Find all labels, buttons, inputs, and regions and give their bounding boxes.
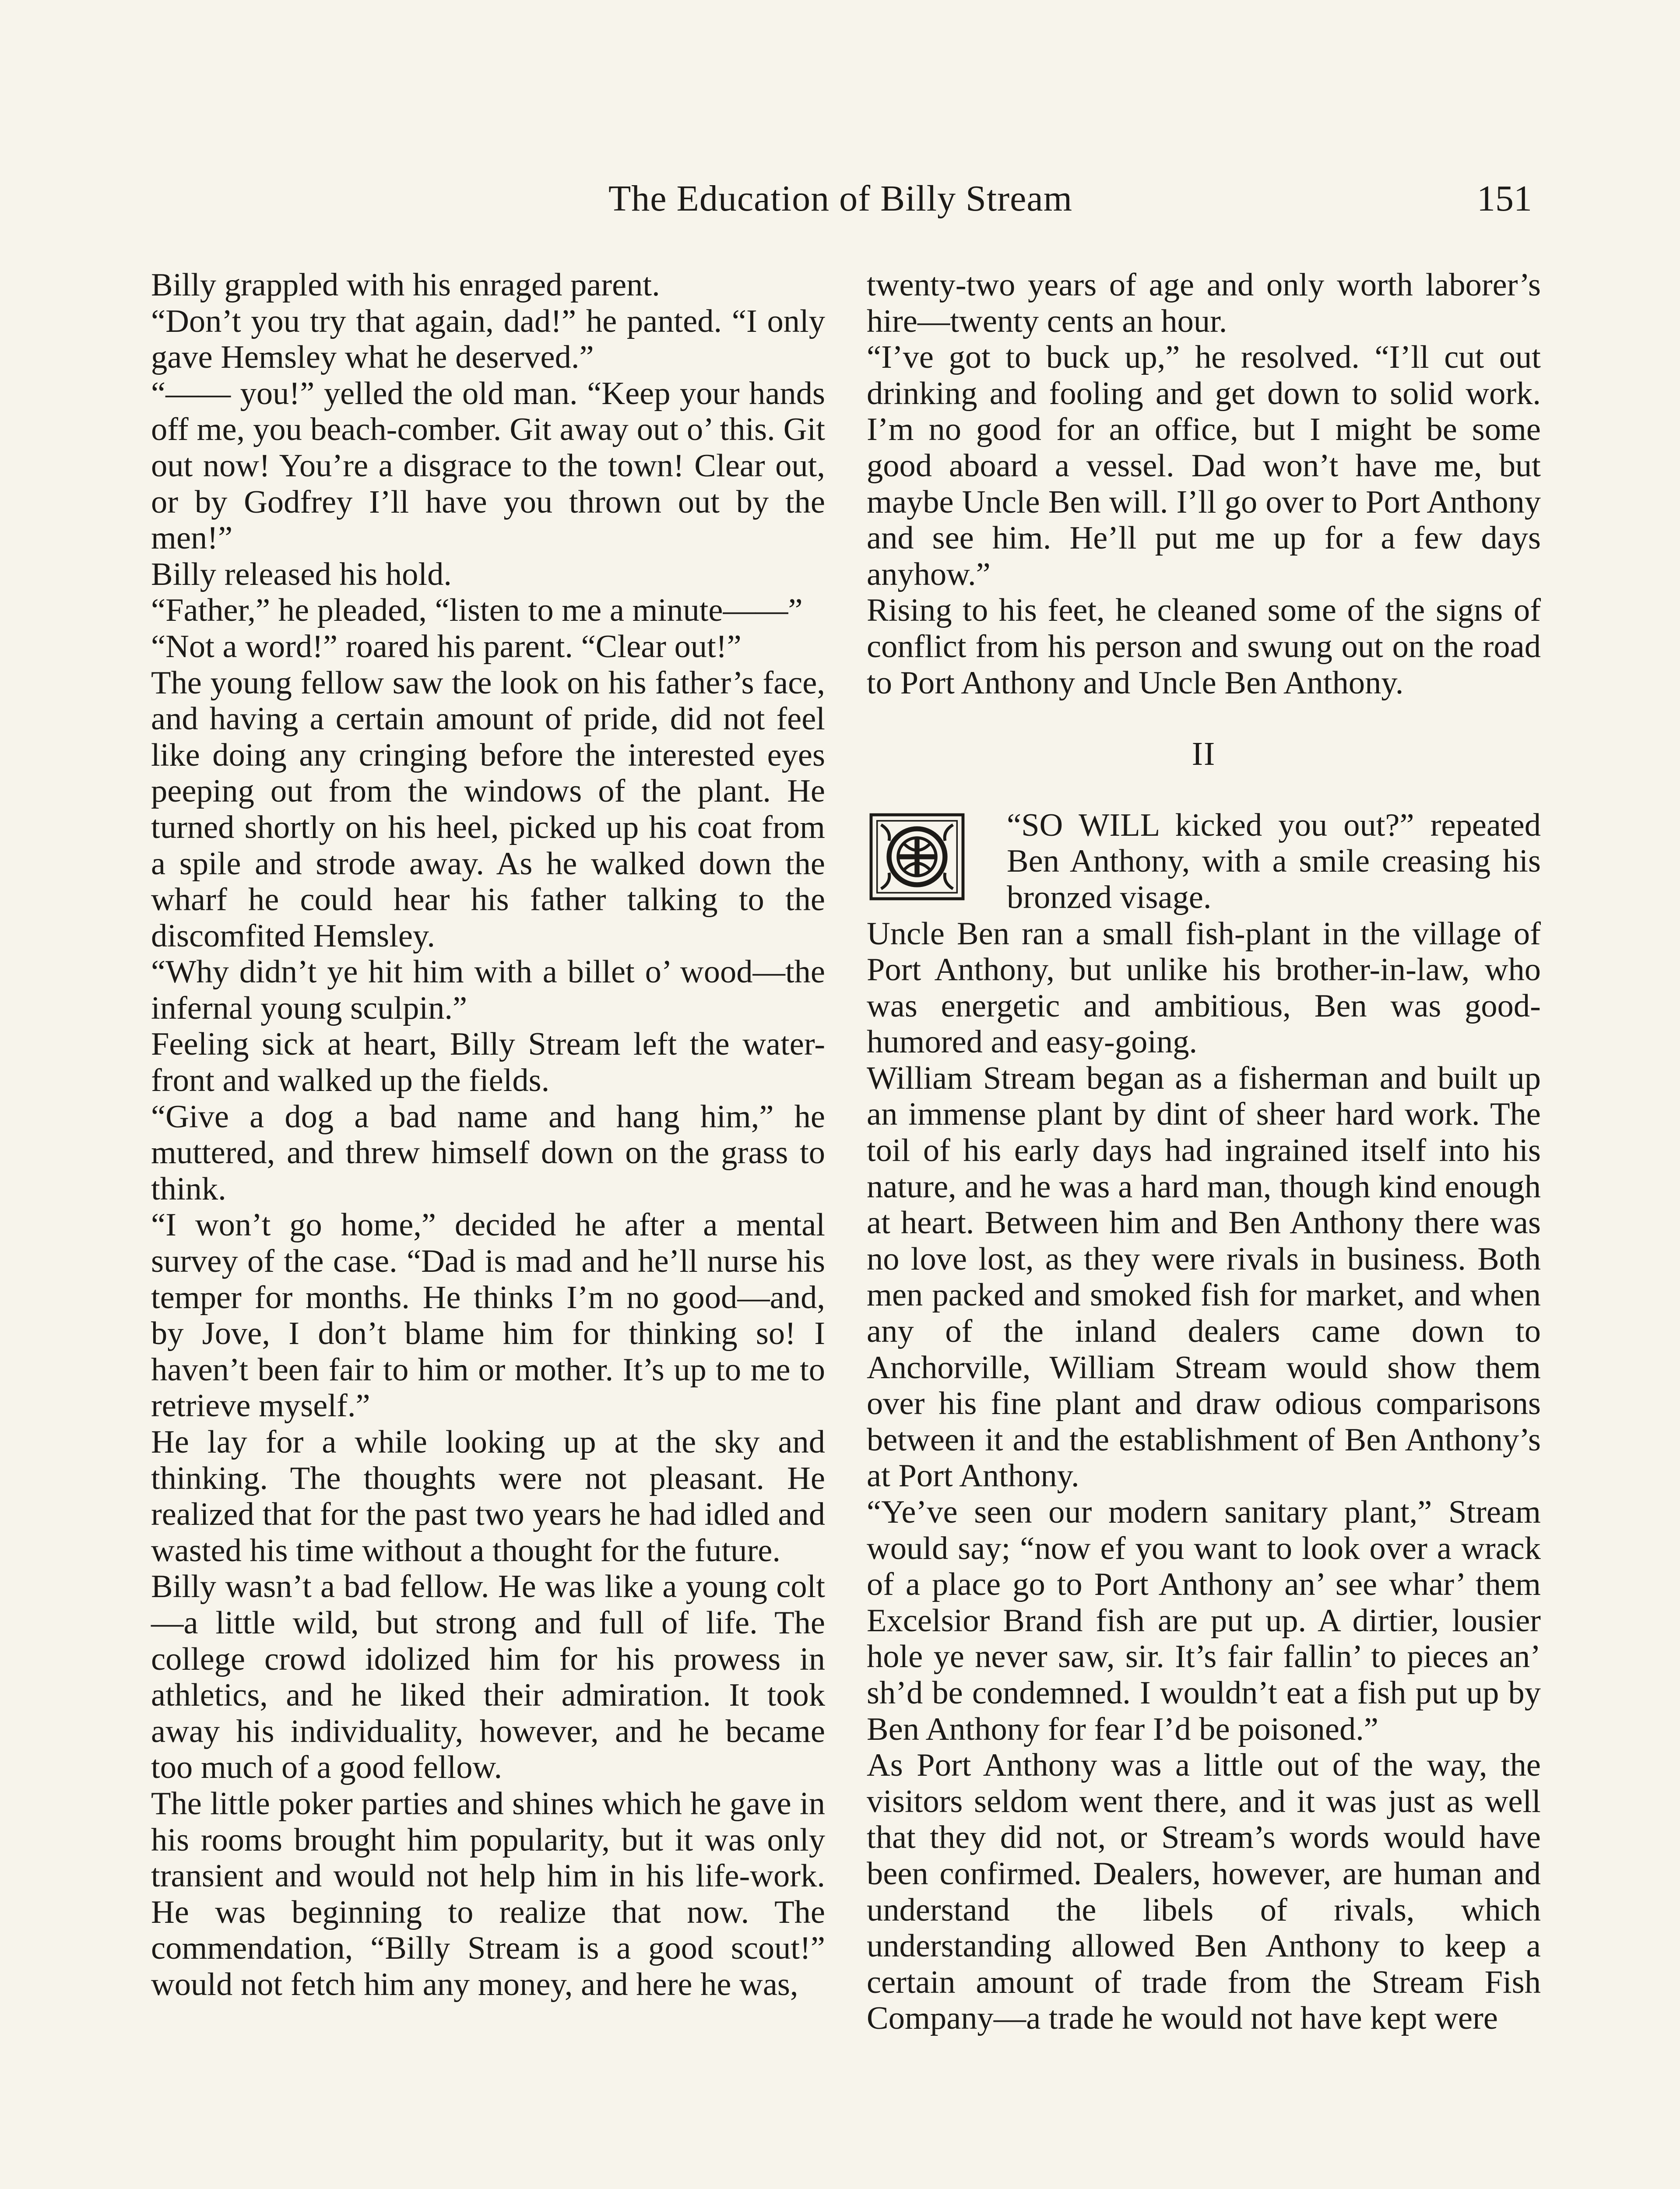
- paragraph: “—— you!” yelled the old man. “Keep your hands off me, you beach-comber. Git away out o’ this. Git out now! You’re a disgrace to the town! Clear out, or by Godfrey I’ll have you thrown out by the men!”: [151, 375, 825, 556]
- right-column: [867, 267, 1541, 2189]
- paragraph: Feeling sick at heart, Billy Stream left the water-front and walked up the fields.: [151, 1026, 825, 1099]
- paragraph: “Ye’ve seen our modern sanitary plant,” Stream would say; “now ef you want to look over a wrack of a place go to Port Anthony an’ see whar’ them Excelsior Brand fish are put up. A dirtier, lousier hole ye never saw, sir. It’s fair fallin’ to pieces an’ sh’d be condemned. I wouldn’t eat a fish put up by Ben Anthony for fear I’d be poisoned.”: [867, 1494, 1541, 1747]
- paragraph: “Give a dog a bad name and hang him,” he muttered, and threw himself down on the grass to think.: [151, 1098, 825, 1207]
- page-number: 151: [1477, 178, 1532, 219]
- celtic-knot-ornament-icon: [867, 811, 989, 903]
- paragraph: “I’ve got to buck up,” he resolved. “I’ll cut out drinking and fooling and get down to solid work. I’m no good for an office, but I might be some good aboard a vessel. Dad won’t have me, but maybe Uncle Ben will. I’ll go over to Port Anthony and see him. He’ll put me up for a few days anyhow.”: [867, 339, 1541, 592]
- paragraph: Billy wasn’t a bad fellow. He was like a young colt—a little wild, but strong and full of life. The college crowd idolized him for his prowess in athletics, and he liked their admiration. It took away his individuality, however, and he became too much of a good fellow.: [151, 1569, 825, 1786]
- paragraph: “Don’t you try that again, dad!” he panted. “I only gave Hemsley what he deserved.”: [151, 303, 825, 376]
- paragraph: “Father,” he pleaded, “listen to me a minute——”: [151, 592, 803, 629]
- paragraph: Billy released his hold.: [151, 556, 452, 592]
- paragraph: twenty-two years of age and only worth laborer’s hire—twenty cents an hour.: [867, 267, 1541, 339]
- paragraph: “I won’t go home,” decided he after a mental survey of the case. “Dad is mad and he’ll nurse his temper for months. He thinks I’m no good—and, by Jove, I don’t blame him for thinking so! I haven’t been fair to him or mother. It’s up to me to retrieve myself.”: [151, 1207, 825, 1424]
- paragraph: As Port Anthony was a little out of the way, the visitors seldom went there, and it was just as well that they did not, or Stream’s words would have been confirmed. Dealers, however, are human and understand the libels of rivals, which understanding allowed Ben Anthony to keep a certain amount of trade from the Stream Fish Company—a trade he would not have kept were: [867, 1747, 1541, 2037]
- left-column: [151, 267, 825, 2189]
- paragraph: Billy grappled with his enraged parent.: [151, 267, 660, 303]
- paragraph: Rising to his feet, he cleaned some of the signs of conflict from his person and swung out on the road to Port Anthony and Uncle Ben Anthony.: [867, 592, 1541, 701]
- paragraph: “Why didn’t ye hit him with a billet o’ wood—the infernal young sculpin.”: [151, 954, 825, 1026]
- paragraph: He lay for a while looking up at the sky and thinking. The thoughts were not pleasant. He realized that for the past two years he had idled and wasted his time without a thought for the future.: [151, 1424, 825, 1569]
- dropcap-paragraph: “SO WILL kicked you out?” repeated Ben Anthony, with a smile creasing his bronzed visage.: [1007, 807, 1541, 915]
- paragraph: The little poker parties and shines which he gave in his rooms brought him popularity, but it was only transient and would not help him in his life-work. He was beginning to realize that now. The commendation, “Billy Stream is a good scout!” would not fetch him any money, and here he was,: [151, 1785, 825, 2002]
- paragraph: Uncle Ben ran a small fish-plant in the village of Port Anthony, but unlike his brother-in-law, who was energetic and ambitious, Ben was good-humored and easy-going.: [867, 915, 1541, 1060]
- section-opening: [867, 807, 1541, 916]
- paragraph: William Stream began as a fisherman and built up an immense plant by dint of sheer hard work. The toil of his early days had ingrained itself into his nature, and he was a hard man, though kind enough at heart. Between him and Ben Anthony there was no love lost, as they were rivals in business. Both men packed and smoked fish for market, and when any of the inland dealers came down to Anchorville, William Stream would show them over his fine plant and draw odious comparisons between it and the establishment of Ben Anthony’s at Port Anthony.: [867, 1060, 1541, 1494]
- section-heading: II: [1191, 736, 1216, 773]
- paragraph: The young fellow saw the look on his father’s face, and having a certain amount of pride, did not feel like doing any cringing before the interested eyes peeping out from the windows of the plant. He turned shortly on his heel, picked up his coat from a spile and strode away. As he walked down the wharf he could hear his father talking to the discomfited Hemsley.: [151, 665, 825, 954]
- running-title: The Education of Billy Stream: [608, 178, 1073, 219]
- page-header: [149, 177, 1532, 230]
- paragraph: “Not a word!” roared his parent. “Clear out!”: [151, 628, 742, 665]
